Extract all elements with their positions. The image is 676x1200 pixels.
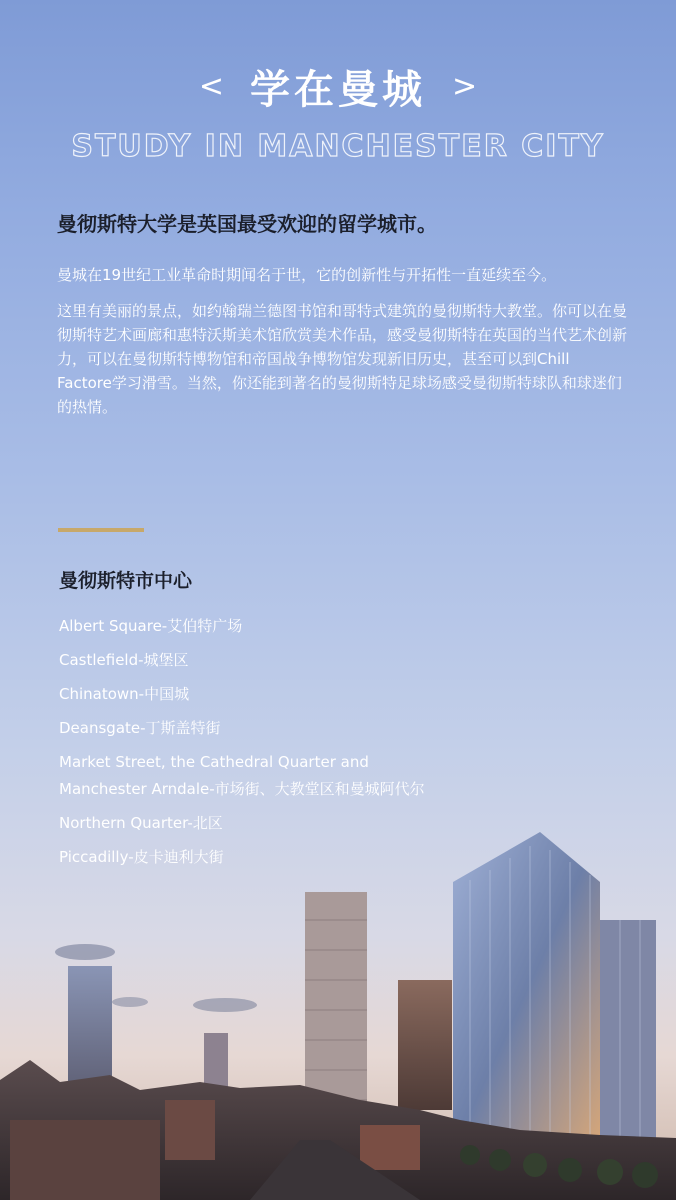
area-item-deansgate: Deansgate-丁斯盖特街 <box>59 719 221 737</box>
page-header <box>0 58 676 164</box>
intro-heading: 曼彻斯特大学是英国最受欢迎的留学城市。 <box>57 212 437 236</box>
section-divider <box>58 528 144 532</box>
tower-glass-wing <box>600 920 656 1150</box>
intro-paragraph-1: 曼城在19世纪工业革命时期闻名于世，它的创新性与开拓性一直延续至今。 <box>57 266 557 284</box>
area-item-market-street: Market Street, the Cathedral Quarter and Manchester Arndale-市场街、大教堂区和曼城阿代尔 <box>59 753 425 798</box>
tree <box>523 1153 547 1177</box>
area-item-piccadilly: Piccadilly-皮卡迪利大街 <box>59 848 224 866</box>
area-item-castlefield: Castlefield-城堡区 <box>59 651 189 669</box>
chevron-left-icon: < <box>198 68 224 104</box>
area-item-northern-quarter: Northern Quarter-北区 <box>59 814 223 832</box>
tree <box>597 1159 623 1185</box>
title-row <box>0 58 676 115</box>
city-skyline-image <box>0 820 676 1200</box>
area-item-albert-square: Albert Square-艾伯特广场 <box>59 617 243 635</box>
cloud <box>112 997 148 1007</box>
page-subtitle: STUDY IN MANCHESTER CITY <box>71 129 605 164</box>
page-title: 学在曼城 <box>250 67 426 113</box>
tree <box>632 1162 658 1188</box>
building-block <box>360 1125 420 1170</box>
building-block <box>165 1100 215 1160</box>
intro-paragraph-2: 这里有美丽的景点，如约翰瑞兰德图书馆和哥特式建筑的曼彻斯特大教堂。你可以在曼彻斯特艺术画廊和惠特沃斯美术馆欣赏美术作品，感受曼彻斯特在英国的当代艺术创新力，可以在曼彻斯特博物馆和帝国战争博物馆发现新旧历史，甚至可以到Chill Factore学习滑雪。当然，你还能到著名的曼彻斯特足球场感受曼彻斯特球队和球迷们的热情。 <box>57 302 628 416</box>
building-block <box>10 1120 160 1200</box>
chevron-right-icon: > <box>452 68 478 104</box>
tree <box>558 1158 582 1182</box>
intro-section <box>57 208 627 431</box>
cloud <box>55 944 115 960</box>
tree <box>460 1145 480 1165</box>
tree <box>489 1149 511 1171</box>
tower-brick <box>398 980 452 1110</box>
tower-center <box>305 892 367 1122</box>
tower-glass <box>453 832 600 1150</box>
city-center-heading: 曼彻斯特市中心 <box>59 570 193 592</box>
area-item-chinatown: Chinatown-中国城 <box>59 685 190 703</box>
cloud <box>193 998 257 1012</box>
